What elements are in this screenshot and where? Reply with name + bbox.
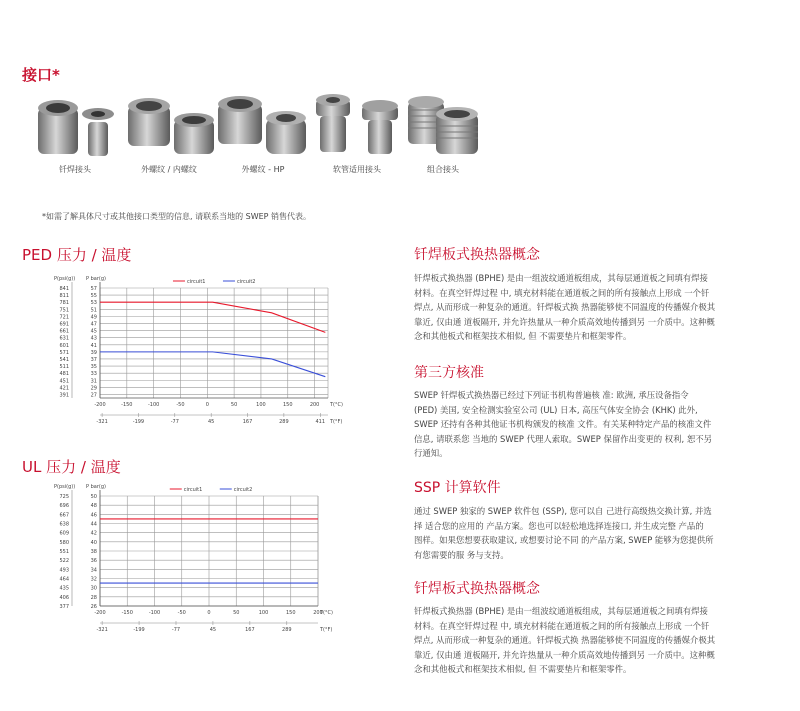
text-line: SWEP 还持有各种其他证书机构颁发的核准 文件。有关某种特定产品的核准文件 (414, 419, 712, 430)
text-line: 靠近, 仅由通 道板隔开, 并允许热量从一种介质高效地传播到另 一介质中。这种概 (414, 649, 715, 660)
y-tick-label-bar: 51 (90, 307, 97, 314)
legend-label: circuit1 (183, 487, 203, 493)
text-line: 靠近, 仅由通 道板隔开, 并允许热量从一种介质高效地传播到另 一介质中。这种概 (414, 316, 715, 327)
ped-chart (50, 272, 350, 436)
y-tick-label-psi: 667 (59, 512, 69, 519)
y-tick-label-bar: 42 (90, 530, 97, 537)
combo-connector-icon (388, 92, 498, 162)
y-tick-label-bar: 48 (90, 503, 97, 510)
y-tick-label-psi: 751 (59, 307, 69, 314)
y-tick-label-psi: 421 (59, 385, 69, 392)
x-tick-label-f: -321 (96, 419, 108, 425)
x-tick-label-c: 200 (309, 402, 320, 408)
x-tick-label-f: -321 (96, 627, 108, 633)
text-line: 材料。在真空钎焊过程 中, 填充材料能在通道板之间的所有接触点上形成 一个钎 (414, 287, 710, 298)
text-line: 念和其他板式和框架技术相似, 但 不需要垫片和框架零件。 (414, 331, 632, 342)
text-line: 有您需要的服 务与支持。 (414, 549, 509, 560)
y-tick-label-bar: 27 (90, 392, 97, 399)
x-axis-unit-f: T(°F) (330, 419, 343, 425)
y-tick-label-bar: 41 (90, 342, 97, 349)
x-tick-label-c: 150 (282, 402, 293, 408)
y-tick-label-bar: 34 (90, 567, 97, 574)
legend-label: circuit2 (233, 487, 253, 493)
y-tick-label-bar: 28 (90, 594, 97, 601)
y-tick-label-bar: 26 (90, 604, 97, 610)
legend-label: circuit1 (186, 279, 206, 285)
y-tick-label-bar: 40 (90, 539, 97, 546)
connections-title: 接口* (22, 66, 60, 84)
text-line: 通过 SWEP 独家的 SWEP 软件包 (SSP), 您可以自 己进行高级热交换计算, 并选 (414, 506, 712, 516)
y-tick-label-psi: 721 (59, 314, 69, 321)
y-tick-label-psi: 781 (59, 300, 69, 307)
text-line: 择 适合您的应用的 产品方案。您也可以轻松地选择连接口, 并生成完整 产品的 (414, 520, 704, 531)
y-tick-label-bar: 38 (90, 549, 97, 555)
y-tick-label-psi: 638 (59, 521, 69, 528)
x-tick-label-c: 200 (313, 610, 323, 616)
y-tick-label-bar: 32 (90, 576, 97, 583)
ped-title: PED 压力 / 温度 (22, 246, 132, 264)
x-tick-label-f: 289 (279, 419, 289, 425)
y-tick-label-bar: 29 (90, 385, 97, 392)
text-line: 念和其他板式和框架技术相似, 但 不需要垫片和框架零件。 (414, 664, 632, 675)
y-tick-label-psi: 696 (59, 503, 69, 510)
x-tick-label-c: 50 (230, 402, 238, 408)
section-text-bphe-2 (414, 604, 786, 677)
section-title-ssp: SSP 计算软件 (414, 480, 501, 496)
y-tick-label-bar: 33 (90, 371, 97, 378)
y-tick-label-psi: 511 (59, 364, 69, 371)
y-tick-label-bar: 39 (90, 349, 97, 356)
y-tick-label-bar: 43 (90, 335, 97, 342)
y-tick-label-psi: 481 (59, 371, 69, 378)
x-tick-label-f: 167 (242, 419, 253, 425)
connector-label: 外螺纹 / 内螺纹 (141, 165, 197, 174)
ul-title: UL 压力 / 温度 (22, 458, 121, 476)
x-tick-label-c: -100 (148, 610, 161, 616)
connections-note: *如需了解具体尺寸或其他接口类型的信息, 请联系当地的 SWEP 销售代表。 (42, 212, 312, 221)
y-tick-label-psi: 406 (59, 594, 69, 601)
x-tick-label-f: -199 (133, 627, 145, 633)
x-tick-label-c: -200 (94, 610, 106, 616)
y-tick-label-bar: 46 (90, 512, 97, 519)
connector-label: 组合接头 (427, 165, 459, 174)
x-tick-label-f: 289 (282, 627, 292, 633)
y-tick-label-bar: 50 (90, 494, 97, 500)
y-tick-label-bar: 36 (90, 558, 97, 565)
ped-chart-svg (50, 272, 350, 432)
y-tick-label-psi: 571 (59, 349, 69, 356)
y-tick-label-bar: 47 (90, 321, 97, 328)
section-title-approval: 第三方核准 (414, 365, 484, 381)
y-axis-label-psi: P(psi(g)) (54, 484, 76, 490)
connector-label: 软管适用接头 (333, 165, 381, 174)
y-tick-label-bar: 31 (90, 378, 97, 385)
ul-chart-svg (50, 484, 350, 634)
x-axis-unit-c: T(°C) (320, 610, 333, 616)
text-line: 行通知。 (414, 448, 448, 459)
y-tick-label-bar: 45 (90, 328, 97, 335)
x-tick-label-f: 45 (209, 627, 217, 633)
x-tick-label-c: -50 (176, 402, 185, 408)
x-tick-label-f: -199 (132, 419, 145, 425)
x-tick-label-c: 0 (205, 402, 209, 408)
y-tick-label-psi: 601 (59, 342, 69, 349)
ul-chart (50, 484, 350, 638)
x-tick-label-f: 45 (207, 419, 215, 425)
x-axis-unit-f: T(°F) (320, 627, 333, 633)
y-tick-label-psi: 541 (59, 356, 69, 363)
text-line: 钎焊板式换热器 (BPHE) 是由一组波纹通道板组成，其每层通道板之间填有焊接 (414, 273, 708, 283)
section-title-bphe: 钎焊板式换热器概念 (414, 247, 540, 263)
connector-label: 外螺纹 - HP (241, 165, 285, 174)
text-line: 焊点, 从而形成一种复杂的通道。钎焊板式换 热器能够使不同温度的传播媒介极其 (414, 635, 716, 646)
x-tick-label-c: 0 (207, 610, 211, 616)
section-title-bphe-2: 钎焊板式换热器概念 (414, 581, 540, 597)
y-tick-label-bar: 53 (90, 300, 97, 307)
y-tick-label-psi: 580 (59, 539, 69, 546)
legend-label: circuit2 (236, 279, 256, 285)
x-tick-label-c: -150 (121, 610, 133, 616)
y-tick-label-bar: 49 (90, 314, 97, 321)
text-line: 钎焊板式换热器 (BPHE) 是由一组波纹通道板组成，其每层通道板之间填有焊接 (414, 606, 708, 616)
x-axis-unit-c: T(°C) (330, 402, 343, 408)
y-tick-label-psi: 451 (59, 378, 69, 385)
x-tick-label-c: -200 (94, 402, 106, 408)
text-line: 图样。如果您想要获取建议, 或想要讨论不同 的产品方案, SWEP 能够为您提供所 (414, 535, 714, 546)
y-tick-label-psi: 377 (59, 604, 69, 610)
y-tick-label-bar: 57 (90, 286, 97, 292)
x-tick-label-f: 411 (315, 419, 326, 425)
y-tick-label-psi: 631 (59, 335, 69, 342)
text-line: SWEP 钎焊板式换热器已经过下列证书机构普遍核 准: 欧洲, 承压设备指令 (414, 390, 689, 400)
y-axis-label-bar: P bar(g) (86, 484, 106, 490)
x-tick-label-f: -77 (171, 627, 181, 633)
y-tick-label-bar: 37 (90, 356, 97, 363)
x-tick-label-f: 167 (245, 627, 255, 633)
x-tick-label-c: -50 (177, 610, 186, 616)
series-line-circuit1 (100, 302, 325, 332)
connector-combo (378, 92, 508, 175)
x-tick-label-c: -150 (121, 402, 133, 408)
x-tick-label-c: 150 (285, 610, 296, 616)
x-tick-label-f: -77 (170, 419, 179, 425)
y-tick-label-psi: 493 (59, 567, 69, 574)
y-tick-label-psi: 435 (59, 585, 69, 592)
x-tick-label-c: 100 (258, 610, 269, 616)
text-line: (PED) 美国, 安全检测实验室公司 (UL) 日本, 高压气体安全协会 (KHK) 此外, (414, 404, 698, 415)
y-tick-label-psi: 551 (59, 549, 69, 555)
y-tick-label-bar: 44 (90, 521, 97, 528)
x-tick-label-c: -100 (147, 402, 160, 408)
y-tick-label-psi: 725 (59, 494, 69, 500)
y-tick-label-psi: 811 (59, 293, 69, 300)
x-tick-label-c: 50 (233, 610, 240, 616)
y-tick-label-bar: 35 (90, 364, 97, 371)
text-line: 信息, 请联系您 当地的 SWEP 代理人索取。SWEP 保留作出变更的 权利, 恕不另 (414, 433, 712, 444)
y-tick-label-bar: 30 (90, 585, 97, 592)
connector-label: 钎焊接头 (59, 165, 91, 174)
section-text-ssp (414, 504, 786, 562)
text-line: 材料。在真空钎焊过程 中, 填充材料能在通道板之间的所有接触点上形成 一个钎 (414, 620, 710, 631)
section-text-bphe (414, 271, 786, 344)
y-tick-label-psi: 841 (59, 286, 69, 292)
y-tick-label-psi: 391 (59, 392, 69, 399)
text-line: 焊点, 从而形成一种复杂的通道。钎焊板式换 热器能够使不同温度的传播媒介极其 (414, 302, 716, 313)
y-tick-label-psi: 609 (59, 530, 69, 537)
y-tick-label-psi: 464 (59, 576, 69, 583)
y-tick-label-psi: 661 (59, 328, 69, 335)
y-tick-label-psi: 691 (59, 321, 69, 328)
section-text-approval (414, 388, 786, 461)
y-axis-label-bar: P bar(g) (86, 276, 106, 282)
x-tick-label-c: 100 (256, 402, 266, 408)
y-tick-label-psi: 522 (59, 558, 69, 565)
y-axis-label-psi: P(psi(g)) (54, 276, 76, 282)
y-tick-label-bar: 55 (90, 293, 97, 300)
